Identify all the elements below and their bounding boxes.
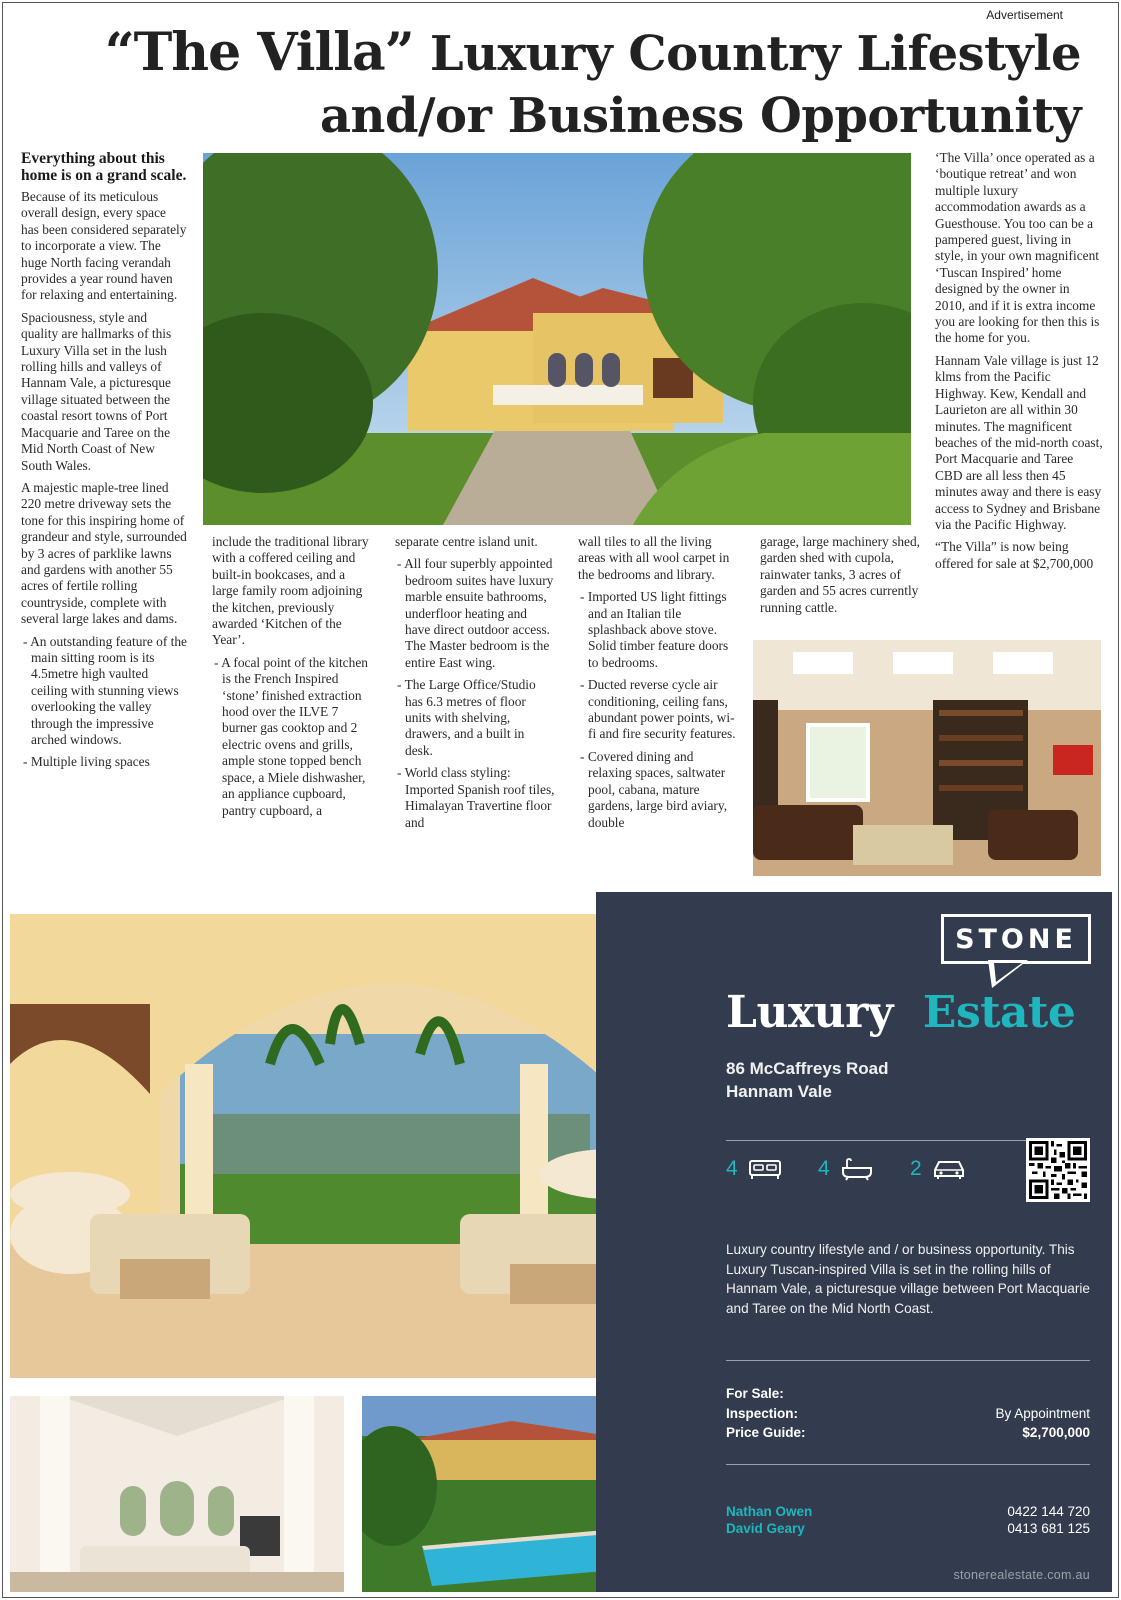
divider [726, 1360, 1090, 1361]
feature-bullet: - An outstanding feature of the main sitting room is its 4.5metre high vaulted ceiling with stunning views overlooking the valley through the impressive arched windows. [21, 634, 187, 749]
inspection-label: Inspection: [726, 1405, 799, 1421]
price-row [726, 1423, 1090, 1443]
paragraph: Hannam Vale village is just 12 klms from the Pacific Highway. Kew, Kendall and Laurieton are all within 30 minutes. The magnificent beaches of the mid-north coast, Port Macquarie and Taree CBD are all less then 45 minutes away and there is easy access to Sydney and Brisbane via the Pacific Highway. [935, 352, 1103, 532]
feature-bullet: - All four superbly appointed bedroom suites have luxury marble ensuite bathrooms, underfloor heating and have direct outdoor access. The Master bedroom is the entire East wing. [395, 556, 555, 671]
headline-line2: and/or Business Opportunity [319, 88, 1081, 144]
article-column-2 [212, 534, 370, 825]
feature-bullet: - The Large Office/Studio has 6.3 metres of floor units with shelving, drawers, and a built in desk. [395, 677, 555, 759]
headline [20, 22, 1081, 147]
divider [726, 1464, 1090, 1465]
paragraph: Spaciousness, style and quality are hallmarks of this Luxury Villa set in the lush rolling hills and valleys of Hannam Vale, a picturesque village situated between the coastal resort towns of Port Macquarie and Taree on the Mid North Coast of New South Wales. [21, 309, 172, 473]
bath-icon [840, 1157, 874, 1181]
agent-row [726, 1521, 1090, 1538]
article-column-1 [21, 150, 187, 777]
bathrooms-count: 4 [818, 1157, 830, 1180]
car-spaces-count: 2 [910, 1157, 922, 1180]
headline-line1: Luxury Country Lifestyle [429, 26, 1081, 82]
living-room-photo [10, 1396, 344, 1592]
bedrooms-stat [726, 1157, 782, 1181]
qr-code-icon [1029, 1141, 1087, 1199]
villa-exterior-photo [203, 153, 911, 525]
car-icon [932, 1157, 966, 1181]
price-label: Price Guide: [726, 1425, 806, 1440]
verandah-photo [10, 914, 696, 1378]
article-column-6 [935, 150, 1103, 578]
website-link[interactable]: stonerealestate.com.au [953, 1568, 1090, 1582]
feature-bullet: - Covered dining and relaxing spaces, saltwater pool, cabana, mature gardens, large bird aviary, double [578, 749, 738, 831]
estate-title [726, 987, 1075, 1038]
feature-bullet: - Ducted reverse cycle air conditioning, ceiling fans, abundant power points, wi-fi and fire security features. [578, 677, 738, 743]
lead-text: Everything about this home is on a grand scale. [21, 150, 187, 184]
paragraph: include the traditional library with a coffered ceiling and built-in bookcases, and a large family room adjoining the kitchen, previously awarded ‘Kitchen of the Year’. [212, 534, 369, 648]
for-sale-row [726, 1384, 1090, 1404]
feature-bullet: - Multiple living spaces [21, 754, 187, 770]
qr-code[interactable] [1026, 1138, 1090, 1202]
inspection-row [726, 1404, 1090, 1424]
bathrooms-stat [818, 1157, 874, 1181]
article-column-4 [578, 534, 738, 837]
feature-bullet: - A focal point of the kitchen is the French Inspired ‘stone’ finished extraction hood over the ILVE 7 burner gas cooktop and 2 electric ovens and grills, ample stone topped bench space, a Miele dishwasher, an appliance cupboard, pantry cupboard, a [212, 655, 370, 819]
agent-name: Nathan Owen [726, 1504, 813, 1519]
title-word-luxury: Luxury [726, 987, 893, 1038]
car-spaces-stat [910, 1157, 966, 1181]
inspection-value: By Appointment [995, 1405, 1090, 1421]
advertisement-label: Advertisement [986, 8, 1063, 22]
agent-name: David Geary [726, 1520, 805, 1536]
title-word-estate: Estate [922, 987, 1076, 1038]
article-column-5 [760, 534, 920, 622]
headline-quoted: “The Villa” [104, 22, 414, 83]
stone-logo: STONE [941, 914, 1091, 964]
paragraph: separate centre island unit. [395, 534, 538, 549]
paragraph: wall tiles to all the living areas with all wool carpet in the bedrooms and library. [578, 534, 730, 582]
feature-bullet: - World class styling: Imported Spanish roof tiles, Himalayan Travertine floor and [395, 765, 555, 831]
agent-row [726, 1504, 1090, 1521]
for-sale-label: For Sale: [726, 1386, 784, 1401]
paragraph: A majestic maple-tree lined 220 metre driveway sets the tone for this inspiring home of grandeur and style, surrounded by 3 acres of parklike lawns and gardens with another 55 acres of fertile rolling countryside, complete with several large lakes and dams. [21, 479, 187, 627]
price-paragraph: “The Villa” is now being offered for sale at $2,700,000 [935, 539, 1094, 571]
library-photo [753, 640, 1101, 876]
address [726, 1057, 889, 1103]
address-line-2: Hannam Vale [726, 1082, 832, 1101]
listing-description: Luxury country lifestyle and / or business opportunity. This Luxury Tuscan-inspired Villa is set in the rolling hills of Hannam Vale, a picturesque village between Port Macquarie and Taree on the Mid North Coast. [726, 1242, 1090, 1316]
agent-phone[interactable]: 0422 144 720 [1007, 1504, 1090, 1519]
agent-phone[interactable]: 0413 681 125 [1007, 1520, 1090, 1536]
feature-bullet: - Imported US light fittings and an Italian tile splashback above stove. Solid timber feature doors to bedrooms. [578, 589, 738, 671]
paragraph: Because of its meticulous overall design, every space has been considered separately to incorporate a view. The huge North facing verandah provides a year round haven for relaxing and entertaining. [21, 189, 187, 303]
paragraph: ‘The Villa’ once operated as a ‘boutique retreat’ and won multiple luxury accommodation awards as a Guesthouse. You too can be a pampered guest, living in style, in your own magnificent ‘Tuscan Inspired’ home designed by the owner in 2010, and if it is extra income you are looking for then this is the home for you. [935, 150, 1100, 346]
agent-contacts [726, 1504, 1090, 1537]
price-value: $2,700,000 [1022, 1425, 1090, 1440]
bed-icon [748, 1157, 782, 1181]
sale-details [726, 1384, 1090, 1443]
article-column-3 [395, 534, 555, 837]
address-line-1: 86 McCaffreys Road [726, 1059, 889, 1078]
listing-panel [596, 892, 1112, 1592]
bedrooms-count: 4 [726, 1157, 738, 1180]
logo-tail-icon [988, 960, 1028, 988]
paragraph: garage, large machinery shed, garden shed with cupola, rainwater tanks, 3 acres of garden and 55 acres currently running cattle. [760, 534, 920, 615]
